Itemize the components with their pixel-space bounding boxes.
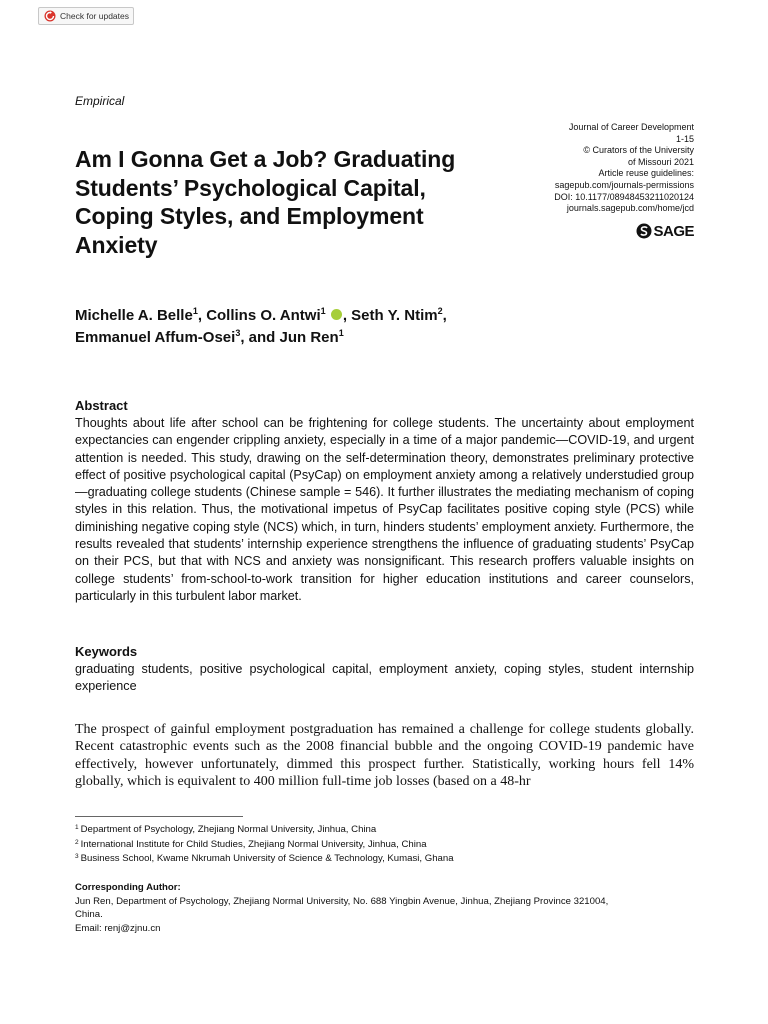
author-separator: , [442,307,447,324]
keywords-text: graduating students, positive psychological capital, employment anxiety, coping styles, student internship experience [75,662,694,694]
publisher-logo [636,222,694,240]
footnote [75,838,694,853]
affiliation-mark: 3 [235,328,241,338]
title-line: Am I Gonna Get a Job? Graduating [75,146,456,172]
corresponding-email[interactable]: Email: renj@zjnu.cn [75,922,161,934]
check-for-updates-badge[interactable] [38,7,134,25]
author-name[interactable]: Collins O. Antwi [206,307,321,324]
copyright-line-1: © Curators of the University [583,145,694,156]
keywords-heading: Keywords [75,644,138,659]
sage-logo-icon [636,223,652,239]
publisher-name: SAGE [653,222,694,240]
page-range: 1-15 [675,133,694,144]
corresponding-heading: Corresponding Author: [75,882,181,893]
footnote-mark: 2 [75,838,79,846]
footnote-text: Business School, Kwame Nkrumah University of Science & Technology, Kumasi, Ghana [80,853,454,864]
article-section-label: Empirical [75,94,125,108]
permissions-link[interactable]: sagepub.com/journals-permissions [554,179,694,190]
copyright-line-2: of Missouri 2021 [627,156,694,167]
journal-name: Journal of Career Development [568,122,694,132]
orcid-icon[interactable] [331,309,342,320]
author-list [75,305,595,349]
journal-url[interactable]: journals.sagepub.com/home/jcd [566,203,694,214]
title-line: Coping Styles, and Employment [75,203,424,229]
footnote [75,823,694,838]
corresponding-author [75,881,697,935]
author-separator: , [342,307,352,324]
author-name[interactable]: Michelle A. Belle [75,307,193,324]
author-name[interactable]: Emmanuel Affum-Osei [75,329,236,346]
footnote-text: International Institute for Child Studies, Zhejiang Normal University, Jinhua, China [80,838,427,850]
footnote-mark: 3 [75,853,79,860]
reuse-guidelines-label: Article reuse guidelines: [598,168,694,179]
affiliation-mark: 2 [437,306,443,316]
title-line: Anxiety [75,231,158,258]
footnote-mark: 1 [75,824,79,831]
author-separator: , and [240,329,280,346]
check-updates-label: Check for updates [60,11,129,21]
corresponding-address-line: China. [75,909,103,920]
title-line: Students’ Psychological Capital, [75,174,426,201]
footnote [75,852,694,867]
affiliation-mark: 1 [338,328,344,338]
article-title [75,145,525,259]
footnote-divider [75,816,243,817]
affiliation-footnotes [75,823,694,867]
footnote-text: Department of Psychology, Zhejiang Normal University, Jinhua, China [80,824,377,835]
doi[interactable]: DOI: 10.1177/08948453211020124 [554,191,694,202]
author-name[interactable]: Jun Ren [279,329,339,346]
body-paragraph: The prospect of gainful employment postgraduation has remained a challenge for college students globally. Recent catastrophic events such as the 2008 financial bubble and the ongoing COVID-19 pandemic have effectively, however unfortunately, dimmed this prospect further. Statistically, working hours fell 14% globally, which is equivalent to 400 million full-time job losses (based on a 48-hr [75,722,694,790]
affiliation-mark: 1 [192,306,198,316]
affiliation-mark: 1 [320,306,326,316]
check-updates-icon [44,10,56,22]
author-name[interactable]: Seth Y. Ntim [351,307,438,324]
abstract-text: Thoughts about life after school can be frightening for college students. The uncertainty about employment expectancies can engender crippling anxiety, especially in a time of a major pandemic—COVID-19, and urgent attention is needed. This study, drawing on the self-determination theory, demonstrates preliminary protective effect of positive psychological capital (PsyCap) on employment anxiety among a relatively understudied group—graduating college students (Chinese sample = 546). It further illustrates the mediating mechanism of coping styles in this relation. Thus, the motivational impetus of PsyCap facilitates positive coping style (PCS) while diminishing negative coping style (NCS) which, in turn, hinders students’ employment anxiety. Furthermore, the results revealed that students’ internship experience strengthens the influence of graduating students’ PsyCap on their PCS, but that with NCS and anxiety was nonsignificant. This research proffers valuable insights on college students’ from-school-to-work transition for higher education institutions and career counselors, particularly in this turbulent labor market. [75,416,694,603]
author-separator: , [197,307,207,324]
corresponding-address-line: Jun Ren, Department of Psychology, Zhejiang Normal University, No. 688 Yingbin Avenue, Jinhua, Zhejiang Province 321004, [75,895,609,907]
abstract-heading: Abstract [75,398,128,413]
